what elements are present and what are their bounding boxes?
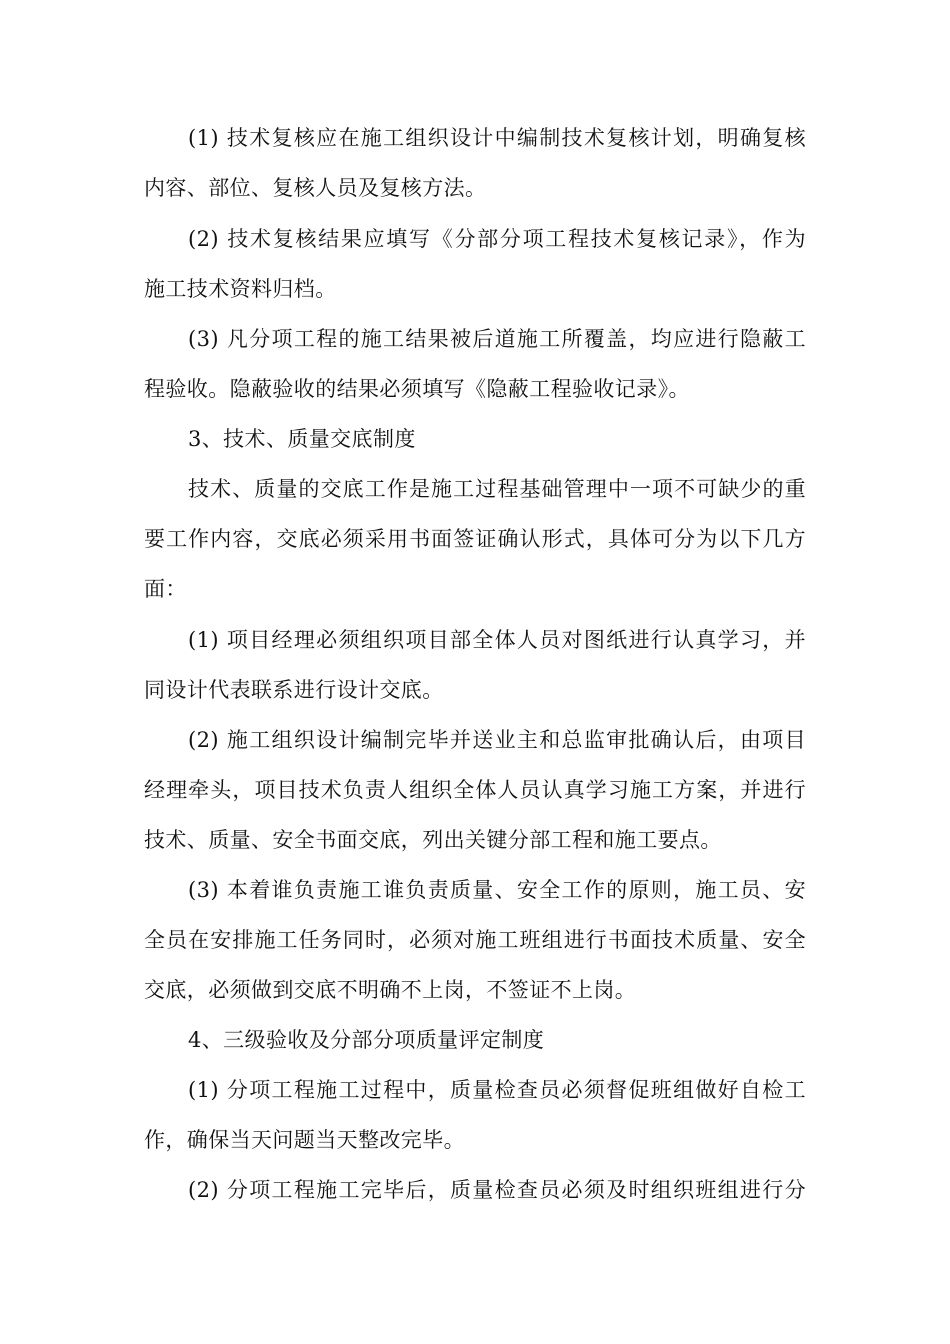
section-heading: 3、技术、质量交底制度 (188, 427, 416, 451)
paragraph-line: 交底，必须做到交底不明确不上岗，不签证不上岗。 (144, 978, 637, 1002)
section-heading: 4、三级验收及分部分项质量评定制度 (188, 1028, 545, 1052)
paragraph-line: (1) 技术复核应在施工组织设计中编制技术复核计划，明确复核 (188, 126, 806, 150)
paragraph-line: 作，确保当天问题当天整改完毕。 (144, 1128, 465, 1152)
paragraph-line: (2) 施工组织设计编制完毕并送业主和总监审批确认后，由项目 (188, 728, 806, 752)
paragraph-line: 全员在安排施工任务同时，必须对施工班组进行书面技术质量、安全 (144, 928, 806, 952)
paragraph-line: 程验收。隐蔽验收的结果必须填写《隐蔽工程验收记录》。 (144, 377, 690, 401)
paragraph-line: 经理牵头，项目技术负责人组织全体人员认真学习施工方案，并进行 (144, 778, 806, 802)
paragraph-line: (1) 项目经理必须组织项目部全体人员对图纸进行认真学习，并 (188, 628, 806, 652)
paragraph-line: 技术、质量的交底工作是施工过程基础管理中一项不可缺少的重 (188, 477, 806, 501)
paragraph-line: 技术、质量、安全书面交底，列出关键分部工程和施工要点。 (144, 828, 722, 852)
paragraph-line: 同设计代表联系进行设计交底。 (144, 678, 444, 702)
paragraph-line: 要工作内容，交底必须采用书面签证确认形式，具体可分为以下几方 (144, 527, 806, 551)
paragraph-line: (1) 分项工程施工过程中，质量检查员必须督促班组做好自检工 (188, 1078, 806, 1102)
paragraph-line: (2) 分项工程施工完毕后，质量检查员必须及时组织班组进行分 (188, 1178, 806, 1202)
paragraph-line: 面： (144, 577, 187, 601)
paragraph-line: (3) 凡分项工程的施工结果被后道施工所覆盖，均应进行隐蔽工 (188, 327, 806, 351)
paragraph-line: 施工技术资料归档。 (144, 277, 337, 301)
paragraph-line: 内容、部位、复核人员及复核方法。 (144, 176, 487, 200)
paragraph-line: (3) 本着谁负责施工谁负责质量、安全工作的原则，施工员、安 (188, 878, 806, 902)
paragraph-line: (2) 技术复核结果应填写《分部分项工程技术复核记录》，作为 (188, 227, 806, 251)
